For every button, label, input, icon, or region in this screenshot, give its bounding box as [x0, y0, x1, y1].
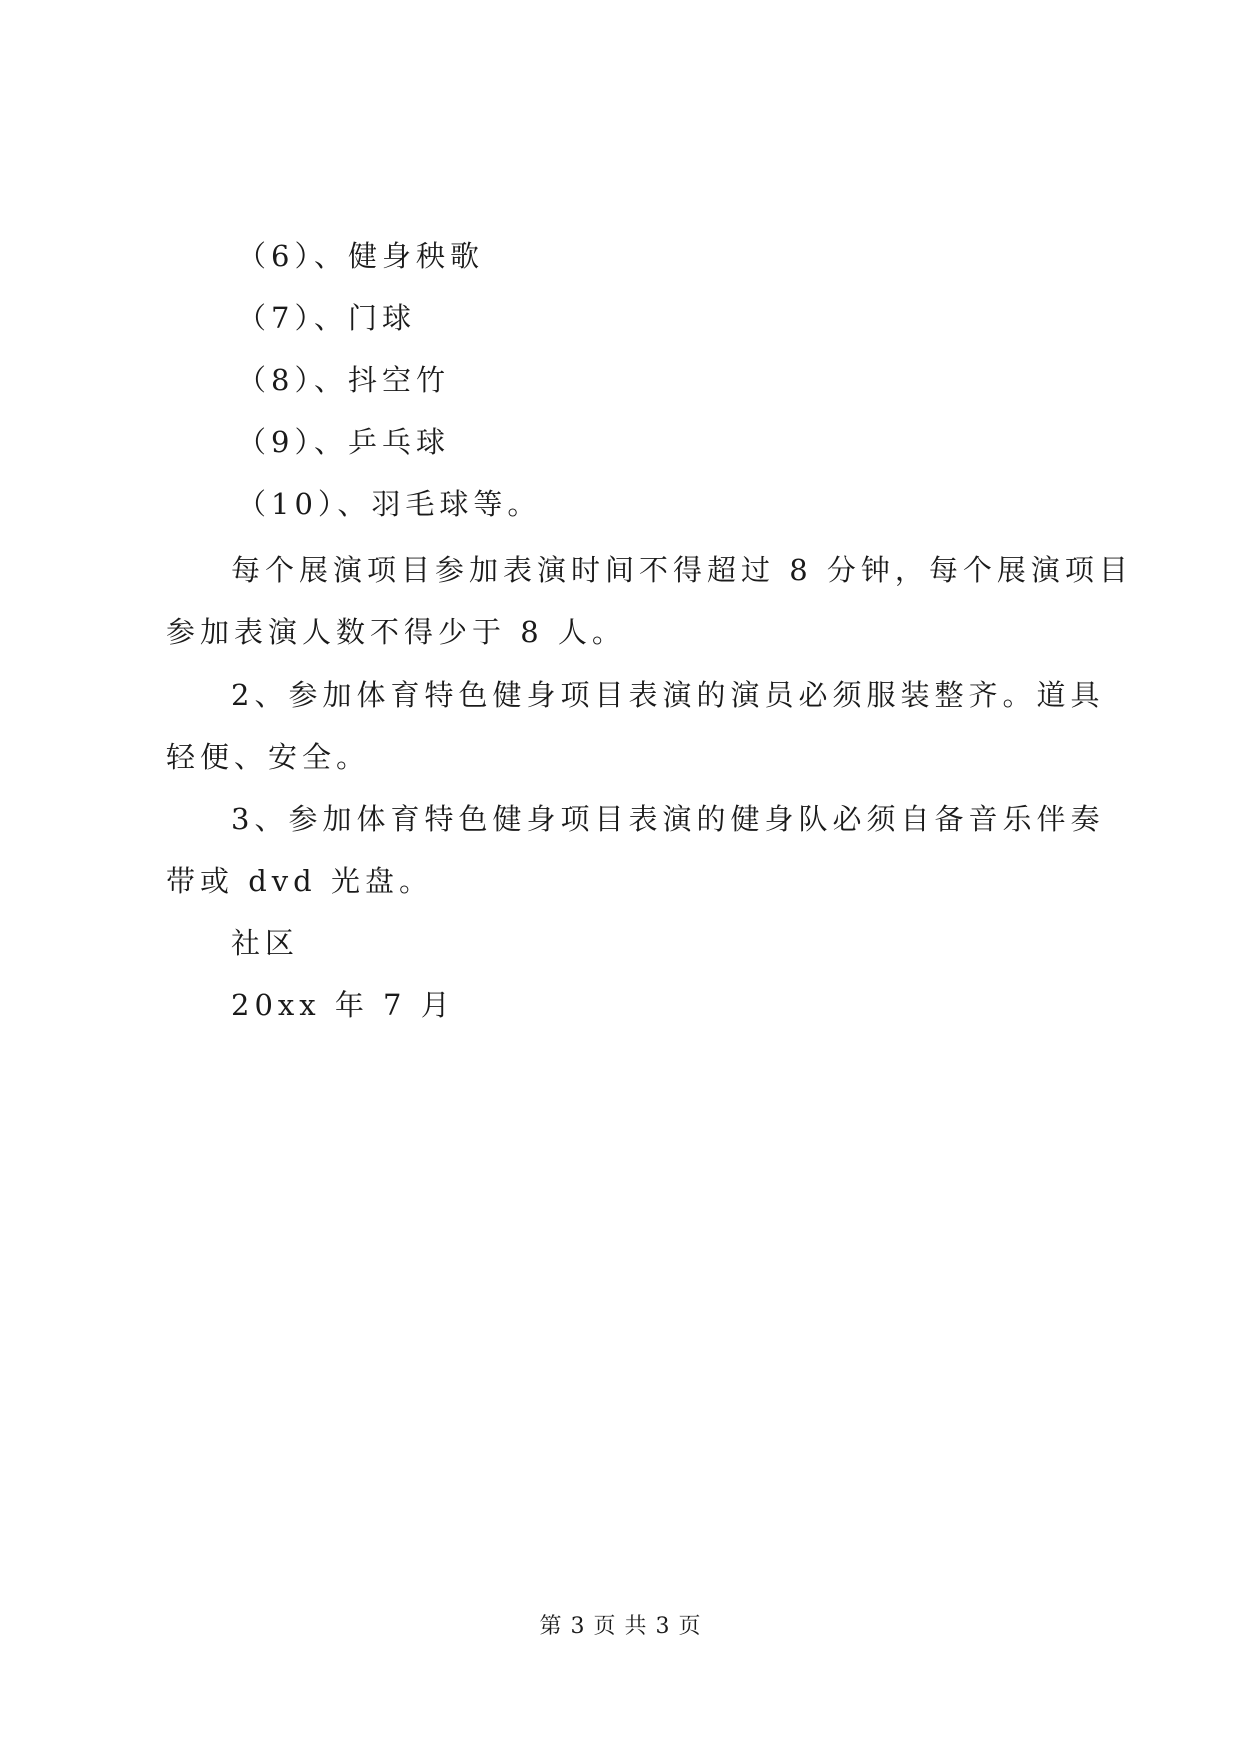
list-item-10: （10）、羽毛球等。: [237, 487, 542, 521]
paragraph-3-line-2: 带或 dvd 光盘。: [166, 864, 433, 898]
signature-organization: 社区: [231, 926, 300, 960]
page-footer: 第 3 页 共 3 页: [539, 1614, 702, 1639]
list-item-7: （7）、门球: [237, 301, 416, 335]
paragraph-2-line-2: 轻便、安全。: [166, 740, 371, 774]
list-item-8: （8）、抖空竹: [237, 363, 450, 397]
paragraph-2-line-1: 2、参加体育特色健身项目表演的演员必须服装整齐。道具: [231, 678, 1105, 712]
signature-date: 20xx 年 7 月: [231, 988, 455, 1022]
paragraph-3-line-1: 3、参加体育特色健身项目表演的健身队必须自备音乐伴奏: [231, 802, 1105, 836]
paragraph-1-line-2: 参加表演人数不得少于 8 人。: [166, 615, 626, 649]
list-item-6: （6）、健身秧歌: [237, 239, 484, 273]
list-item-9: （9）、乒乓球: [237, 425, 450, 459]
paragraph-1-line-1: 每个展演项目参加表演时间不得超过 8 分钟，每个展演项目: [231, 553, 1133, 587]
